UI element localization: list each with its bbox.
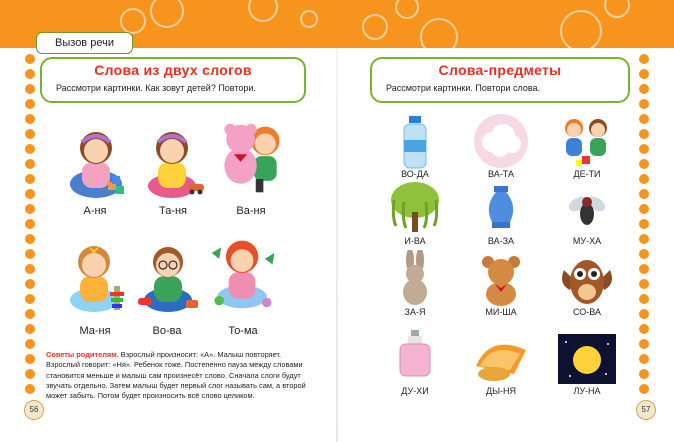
boy-vova-illustration [132,238,202,316]
moon-icon [556,330,618,388]
decorative-dot [639,84,649,94]
vase-icon [470,178,532,236]
girl-tanya-illustration [138,124,208,202]
kid-label: То-ма [228,325,258,337]
decorative-dot [25,339,35,349]
decorative-dot [639,384,649,394]
decorative-dot [639,309,649,319]
item-label: ЗА-Я [404,307,426,317]
decorative-dot [25,219,35,229]
right-title-box [370,57,630,103]
kid-label: Во-ва [152,325,182,337]
girl-toma-illustration [208,234,278,312]
right-instruction: Рассмотри картинки. Повтори слова. [386,83,541,93]
cotton-wool-icon [470,112,532,170]
right-page-title: Слова-предметы [438,62,562,78]
book-spine [336,48,338,442]
hare-icon [384,250,446,308]
decorative-dot [25,174,35,184]
decorative-dot [639,369,649,379]
children-icon [556,112,618,170]
decorative-dot [639,279,649,289]
water-bottle-icon [384,112,446,170]
fly-icon [556,178,618,236]
decorative-dot [25,54,35,64]
item-label: ДЫ-НЯ [485,386,517,396]
bubble-decoration [120,8,146,34]
boy-vanya-with-teddy-illustration [216,120,286,198]
kid-label: Ма-ня [79,325,111,337]
item-label: ВА-ЗА [487,236,515,246]
section-tab: Вызов речи [36,32,133,54]
decorative-dot [639,264,649,274]
decorative-dot [25,309,35,319]
decorative-dot [639,234,649,244]
bubble-decoration [395,0,419,19]
decorative-dot [25,279,35,289]
decorative-dot [25,234,35,244]
decorative-dot [639,294,649,304]
decorative-dot [25,369,35,379]
tips-body: Взрослый произносит: «А». Малыш повторяет. Взрослый говорит: «Ня». Ребенок тоже. Постепенно пауза между словами становится меньше и малыш сам произнесёт слово. Сначала слоги будут звучать отдельно. Затем малыш будет первый слог называть сам, а второй может забыть. Потом будет произносить всё слово целиком. [46,350,306,401]
bubble-decoration [248,0,278,22]
decorative-dot [25,144,35,154]
decorative-dot [25,384,35,394]
left-title-box [40,57,306,103]
melon-icon [470,326,532,384]
bubble-decoration [300,10,318,28]
decorative-dot [25,84,35,94]
decorative-dot [639,144,649,154]
decorative-dot [25,249,35,259]
item-label: МИ-ША [485,307,517,317]
item-label: ДУ-ХИ [401,386,429,396]
decorative-dot [25,294,35,304]
perfume-icon [384,326,446,384]
left-page-title: Слова из двух слогов [94,62,252,78]
decorative-dot [639,204,649,214]
left-page-number: 56 [24,400,44,420]
decorative-dot [639,354,649,364]
kid-label: Ва-ня [236,205,266,217]
kid-label: Та-ня [158,205,188,217]
decorative-dot [25,264,35,274]
decorative-dot [639,129,649,139]
item-label: МУ-ХА [572,236,602,246]
decorative-dot [25,114,35,124]
bubble-decoration [560,10,602,48]
parent-tips-paragraph [46,350,312,401]
decorative-dot [639,249,649,259]
decorative-dot [639,189,649,199]
teddy-bear-icon [470,250,532,308]
decorative-dot [639,99,649,109]
decorative-dot [639,219,649,229]
decorative-dot [639,69,649,79]
decorative-dot [25,324,35,334]
decorative-dot [639,159,649,169]
decorative-dot [25,69,35,79]
owl-icon [556,250,618,308]
bubble-decoration [362,14,388,40]
decorative-dot [25,99,35,109]
decorative-dot [25,159,35,169]
decorative-dot [25,189,35,199]
willow-tree-icon [384,178,446,236]
right-dot-column [638,48,650,442]
decorative-dot [639,174,649,184]
item-label: СО-ВА [572,307,601,317]
decorative-dot [25,354,35,364]
decorative-dot [639,324,649,334]
bubble-decoration [604,0,630,18]
left-dot-column [24,48,36,442]
item-label: ВА-ТА [488,169,514,179]
kid-label: А-ня [83,205,107,217]
item-label: И-ВА [404,236,426,246]
bubble-decoration [150,0,184,28]
girl-anya-illustration [60,124,130,202]
tips-heading: Советы родителям. [46,350,119,359]
decorative-dot [639,339,649,349]
bubble-decoration [420,18,458,48]
decorative-dot [639,54,649,64]
left-instruction: Рассмотри картинки. Как зовут детей? Повтори. [56,83,256,93]
item-label: ДЕ-ТИ [573,169,601,179]
item-label: ВО-ДА [401,169,429,179]
decorative-dot [25,129,35,139]
decorative-dot [639,114,649,124]
girl-manya-illustration [60,238,130,316]
decorative-dot [25,204,35,214]
right-page-number: 57 [636,400,656,420]
item-label: ЛУ-НА [573,386,601,396]
